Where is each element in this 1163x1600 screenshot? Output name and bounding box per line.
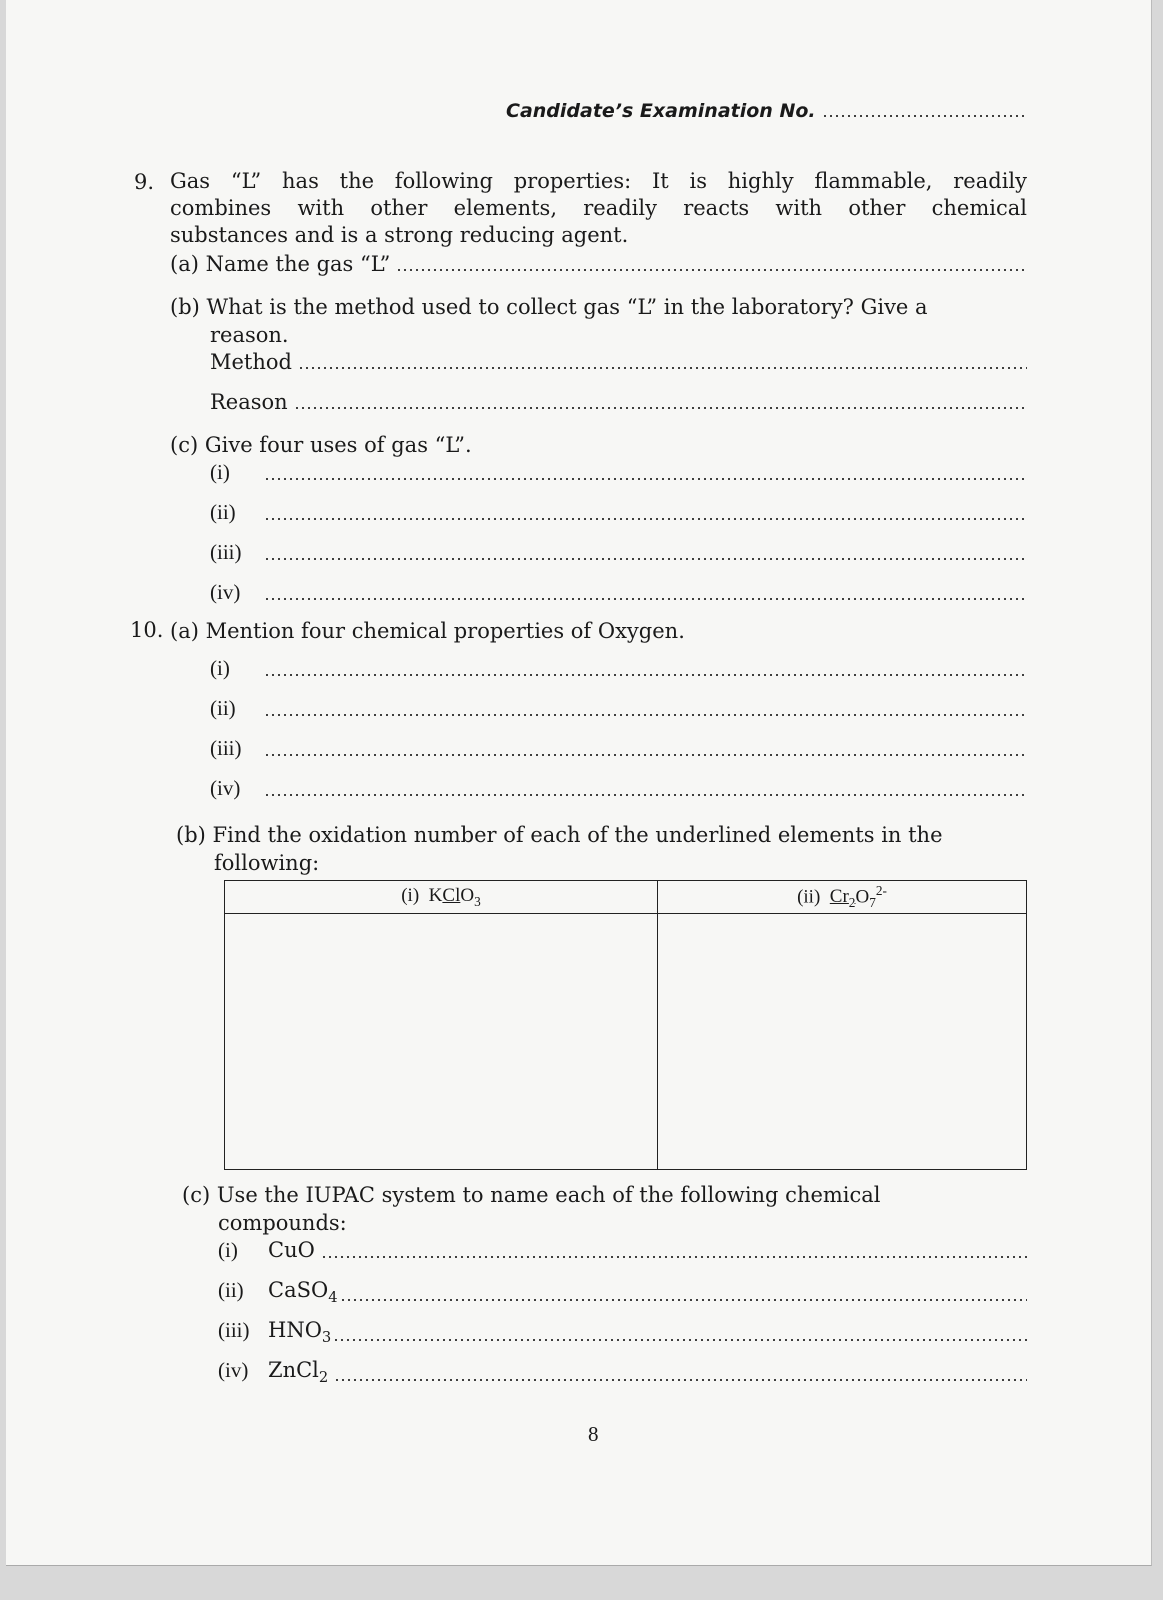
q10a-heading [170,618,685,645]
kclo3-o: O [460,884,475,906]
ox-answer-kclo3[interactable] [225,914,658,1170]
zncl2-sub: 2 [318,1369,329,1387]
q9c-item-3-blank[interactable] [264,557,1027,561]
cr2o7-sub1: 2 [848,895,856,911]
exam-number-line [506,100,1028,122]
q9b-reason-label: Reason [210,390,288,414]
q9c-text: Give four uses of gas “L”. [204,433,472,457]
q9c-item-3 [210,540,1027,565]
exam-page [6,0,1152,1566]
q10a-item-1-blank[interactable] [264,673,1027,677]
q9-number: 9. [134,170,155,194]
formula-caso4: CaSO [268,1278,329,1302]
q10c-item-3-blank[interactable] [333,1338,1027,1342]
q9b-reason-blank[interactable] [294,406,1027,410]
ox-col-kclo3-header [225,881,658,914]
q10b-text: Find the oxidation number of each of the underlined elements in the [212,823,943,847]
q10c-item-2-formula [268,1278,338,1306]
q10c-item-4 [218,1358,1027,1386]
q10a-item-2-blank[interactable] [264,713,1027,717]
formula-cuo: CuO [268,1238,315,1262]
page-number: 8 [588,1422,599,1446]
q10a-text: Mention four chemical properties of Oxygen. [205,619,685,643]
q10a-item-3-blank[interactable] [264,753,1027,757]
q9-intro-line3: substances and is a strong reducing agent. [170,223,629,247]
cr2o7-sub2: 7 [869,895,876,911]
q10b-line2: following: [214,851,320,875]
q9b-method-line [210,350,1027,374]
q10a-item-1 [210,656,1027,681]
q10b-line1 [176,822,943,849]
q10a-item-3-label: (iii) [210,736,242,760]
q10a-item-4-label: (iv) [210,776,241,800]
q9c-item-2 [210,500,1027,525]
q9a-answer-blank[interactable] [396,268,1027,272]
q9c-item-4-blank[interactable] [264,597,1027,601]
q9c-label: (c) [170,433,199,457]
cr2o7-o: O [855,886,870,908]
formula-zncl2: ZnCl [268,1358,319,1382]
kclo3-underlined-cl: Cl [442,884,461,906]
formula-kclo3 [428,884,481,909]
q10a-item-2 [210,696,1027,721]
cr2o7-charge: 2- [875,882,887,898]
q10c-line1 [182,1182,881,1209]
q9c-item-4 [210,580,1027,605]
cr2o7-cr: Cr [829,886,849,908]
q10c-item-2-label: (ii) [218,1278,244,1302]
q10-number: 10. [130,618,164,642]
q10c-item-2 [218,1278,1027,1306]
q10c-line2: compounds: [218,1211,347,1235]
q9b-method-label: Method [210,350,292,374]
q10a-label: (a) [170,619,199,643]
q10c-item-3 [218,1318,1027,1346]
q9b-line1 [170,294,928,321]
q9b-method-blank[interactable] [298,366,1027,370]
hno3-sub: 3 [321,1329,332,1347]
q9b-text: What is the method used to collect gas “L” in the laboratory? Give a [206,295,928,319]
caso4-sub: 4 [328,1289,338,1307]
q10c-item-4-blank[interactable] [334,1378,1027,1382]
q9b-label: (b) [170,295,200,319]
q10c-item-3-formula [268,1318,331,1346]
formula-cr2o7 [829,886,856,911]
exam-number-label: Candidate’s Examination No. [506,100,816,122]
q10b-label: (b) [176,823,206,847]
q9c-item-2-blank[interactable] [264,517,1027,521]
ox-col2-label: (ii) [797,886,821,908]
q9c-item-1-blank[interactable] [264,477,1027,481]
q10a-item-4 [210,776,1027,801]
exam-number-blank[interactable] [822,114,1028,118]
ox-answer-cr2o7[interactable] [658,914,1027,1170]
q10c-item-3-label: (iii) [218,1318,250,1342]
ox-col1-label: (i) [401,884,420,906]
q10c-item-1-formula [268,1238,315,1262]
q9c-item-4-label: (iv) [210,580,241,604]
q9a-label: (a) [170,252,199,276]
ox-col-cr2o7-header [658,881,1027,914]
q10c-item-4-formula [268,1358,328,1386]
q9a-line [170,252,1027,276]
q9c-item-1-label: (i) [210,460,230,484]
oxidation-number-table [224,880,1027,1170]
q10a-item-3 [210,736,1027,761]
q10c-text: Use the IUPAC system to name each of the following chemical [216,1183,881,1207]
q10a-item-1-label: (i) [210,656,230,680]
q9b-line2: reason. [210,323,289,347]
kclo3-k: K [428,884,443,906]
q9-intro-line1: Gas “L” has the following properties: It is highly flammable, readily [170,169,1027,193]
q10a-item-4-blank[interactable] [264,793,1027,797]
q9b-reason-line [210,390,1027,414]
q10c-item-1-blank[interactable] [321,1255,1027,1259]
q9c-item-2-label: (ii) [210,500,236,524]
q9-intro-line2: combines with other elements, readily reacts with other chemical [170,196,1027,220]
q9c-item-1 [210,460,1027,485]
q9c-heading [170,432,472,459]
q9c-item-3-label: (iii) [210,540,242,564]
formula-hno3: HNO [268,1318,322,1342]
q10c-item-4-label: (iv) [218,1358,249,1382]
q10c-item-2-blank[interactable] [340,1298,1027,1302]
q9a-text: Name the gas “L” [205,252,391,276]
q10a-item-2-label: (ii) [210,696,236,720]
q10c-item-1-label: (i) [218,1238,238,1262]
kclo3-sub: 3 [474,893,481,909]
q10c-label: (c) [182,1183,211,1207]
q10c-item-1 [218,1238,1027,1263]
